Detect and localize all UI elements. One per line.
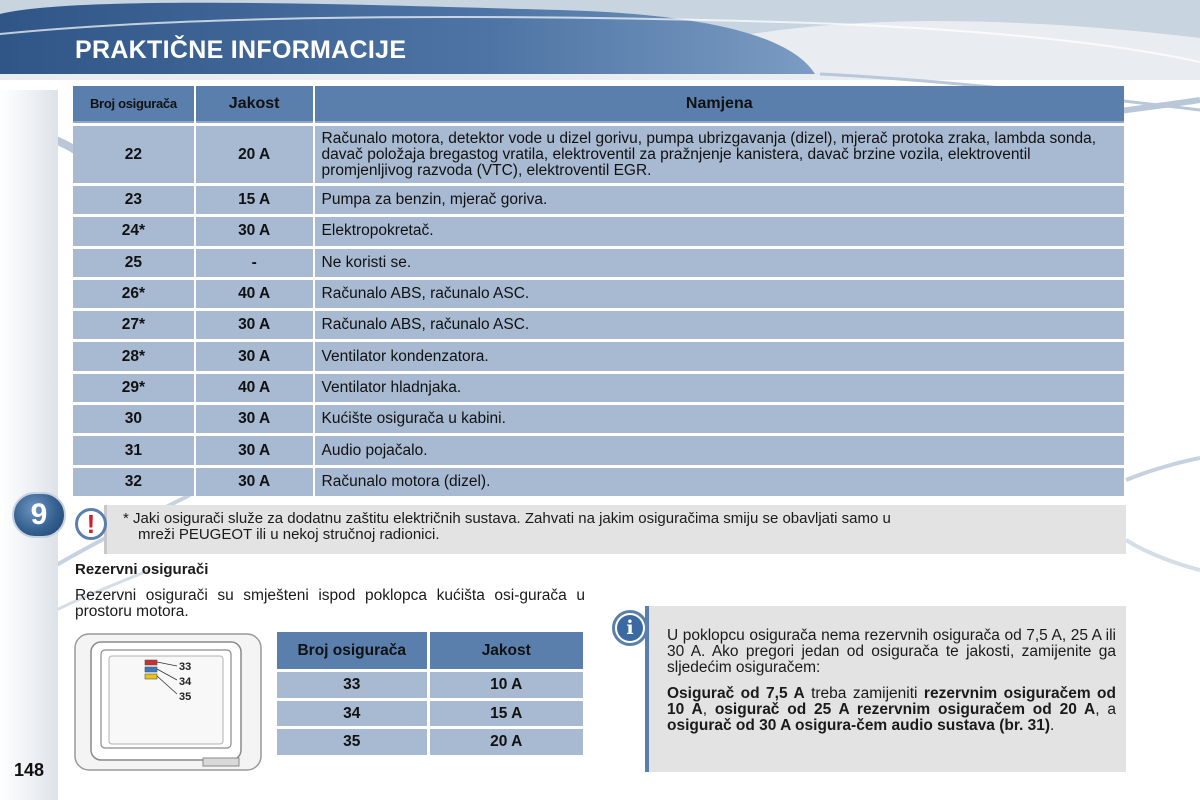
info-icon: i [612,610,648,646]
table-row [73,217,1126,248]
fuse-usage: Elektropokretač. [315,217,1124,245]
fuse-rating: 20 A [196,126,313,183]
info-bold-1: Osigurač od 7,5 A [667,685,805,702]
fuse-rating: 10 A [430,672,583,698]
fuse-number: 27* [73,311,194,339]
table-row [73,280,1126,311]
fuse-table-header [73,86,1126,126]
info-text-4: . [1050,717,1055,734]
warning-text-line2: mreži PEUGEOT ili u nekoj stručnoj radionici. [138,526,440,543]
info-bold-2: rezervnim osiguračem od 10 A [667,685,1116,718]
fuse-label-34: 34 [179,676,192,688]
fuse-usage: Ventilator hladnjaka. [315,374,1124,402]
fuse-number: 33 [277,672,427,698]
header-fuse-number: Broj osigurača [277,632,427,669]
spare-table-header [277,632,586,672]
table-row [277,672,586,701]
fuse-usage: Računalo motora, detektor vode u dizel gorivu, pumpa ubrizgavanja (dizel), mjerač protoka zraka, lambda sonda, davač položaja bregastog vratila, elektroventil za pražnjenje kanistera, davač brzine vozila, elektroventil promjenljivog razvoda (VTC), elektroventil EGR. [315,126,1124,183]
fuse-number: 34 [277,701,427,727]
fuse-rating: 30 A [196,468,313,496]
page-number: 148 [14,760,45,780]
info-text-1: treba zamijeniti [804,685,924,702]
page-title: PRAKTIČNE INFORMACIJE [75,36,407,64]
table-row [73,436,1126,467]
header-fuse-number: Broj osigurača [73,86,194,123]
info-paragraph-1: U poklopcu osigurača nema rezervnih osigurača od 7,5 A, 25 A ili 30 A. Ako pregori jedan od osigurača te jakosti, zamijenite ga sljedećim osiguračem: [667,627,1116,676]
table-row [277,729,586,758]
table-row [73,405,1126,436]
fuse-usage: Računalo ABS, računalo ASC. [315,311,1124,339]
table-row [73,311,1126,342]
fuse-number: 28* [73,342,194,370]
table-row [73,126,1126,186]
table-row [73,468,1126,499]
info-bold-3: osigurač od 25 A rezervnim osiguračem od 20 A [714,701,1096,718]
fuse-rating: 30 A [196,217,313,245]
header-usage: Namjena [315,86,1124,123]
exclamation-icon: ! [75,508,107,540]
section-text: Rezervni osigurači su smješteni ispod poklopca kućišta osi-gurača u prostoru motora. [75,587,585,620]
table-row [73,342,1126,373]
fuse-rating: 30 A [196,342,313,370]
fuse-number: 30 [73,405,194,433]
fuse-number: 35 [277,729,427,755]
fuse-usage: Ventilator kondenzatora. [315,342,1124,370]
header-rating: Jakost [196,86,313,123]
section-heading: Rezervni osigurači [75,561,209,578]
info-paragraph-2 [667,686,1116,734]
info-note [645,606,1126,772]
fuse-usage: Pumpa za benzin, mjerač goriva. [315,186,1124,214]
header-rating: Jakost [430,632,583,669]
fuse-usage: Računalo motora (dizel). [315,468,1124,496]
chapter-badge: 9 [12,492,66,538]
info-bold-4: osigurač od 30 A osigura-čem audio sustava (br. 31) [667,717,1051,734]
table-row [73,249,1126,280]
spare-fuse-table [277,632,586,758]
fuse-rating: 30 A [196,311,313,339]
table-row [277,701,586,730]
fuse-rating: 30 A [196,405,313,433]
fuse-box-illustration [73,632,263,772]
fuse-rating: 40 A [196,374,313,402]
fuse-usage: Kućište osigurača u kabini. [315,405,1124,433]
fuse-number: 24* [73,217,194,245]
warning-text-line1: * Jaki osigurači služe za dodatnu zaštitu električnih sustava. Zahvati na jakim osiguračima smiju se obavljati samo u [123,510,891,527]
table-row [73,374,1126,405]
fuse-label-35: 35 [179,691,192,703]
fuse-number: 25 [73,249,194,277]
fuse-rating: 40 A [196,280,313,308]
fuse-usage: Audio pojačalo. [315,436,1124,464]
fuse-number: 22 [73,126,194,183]
warning-note [104,505,1126,554]
fuse-rating: 20 A [430,729,583,755]
fuse-usage: Računalo ABS, računalo ASC. [315,280,1124,308]
fuse-rating: 15 A [196,186,313,214]
info-text-3: , a [1095,701,1116,718]
fuse-rating: - [196,249,313,277]
fuse-number: 26* [73,280,194,308]
fuse-label-33: 33 [179,661,192,673]
fuse-rating: 30 A [196,436,313,464]
left-margin-strip [0,90,58,800]
fuse-usage: Ne koristi se. [315,249,1124,277]
fuse-number: 31 [73,436,194,464]
info-text-2: , [702,701,715,718]
fuse-number: 23 [73,186,194,214]
fuse-number: 29* [73,374,194,402]
fuse-number: 32 [73,468,194,496]
fuse-rating: 15 A [430,701,583,727]
table-row [73,186,1126,217]
fuse-table [73,86,1126,499]
